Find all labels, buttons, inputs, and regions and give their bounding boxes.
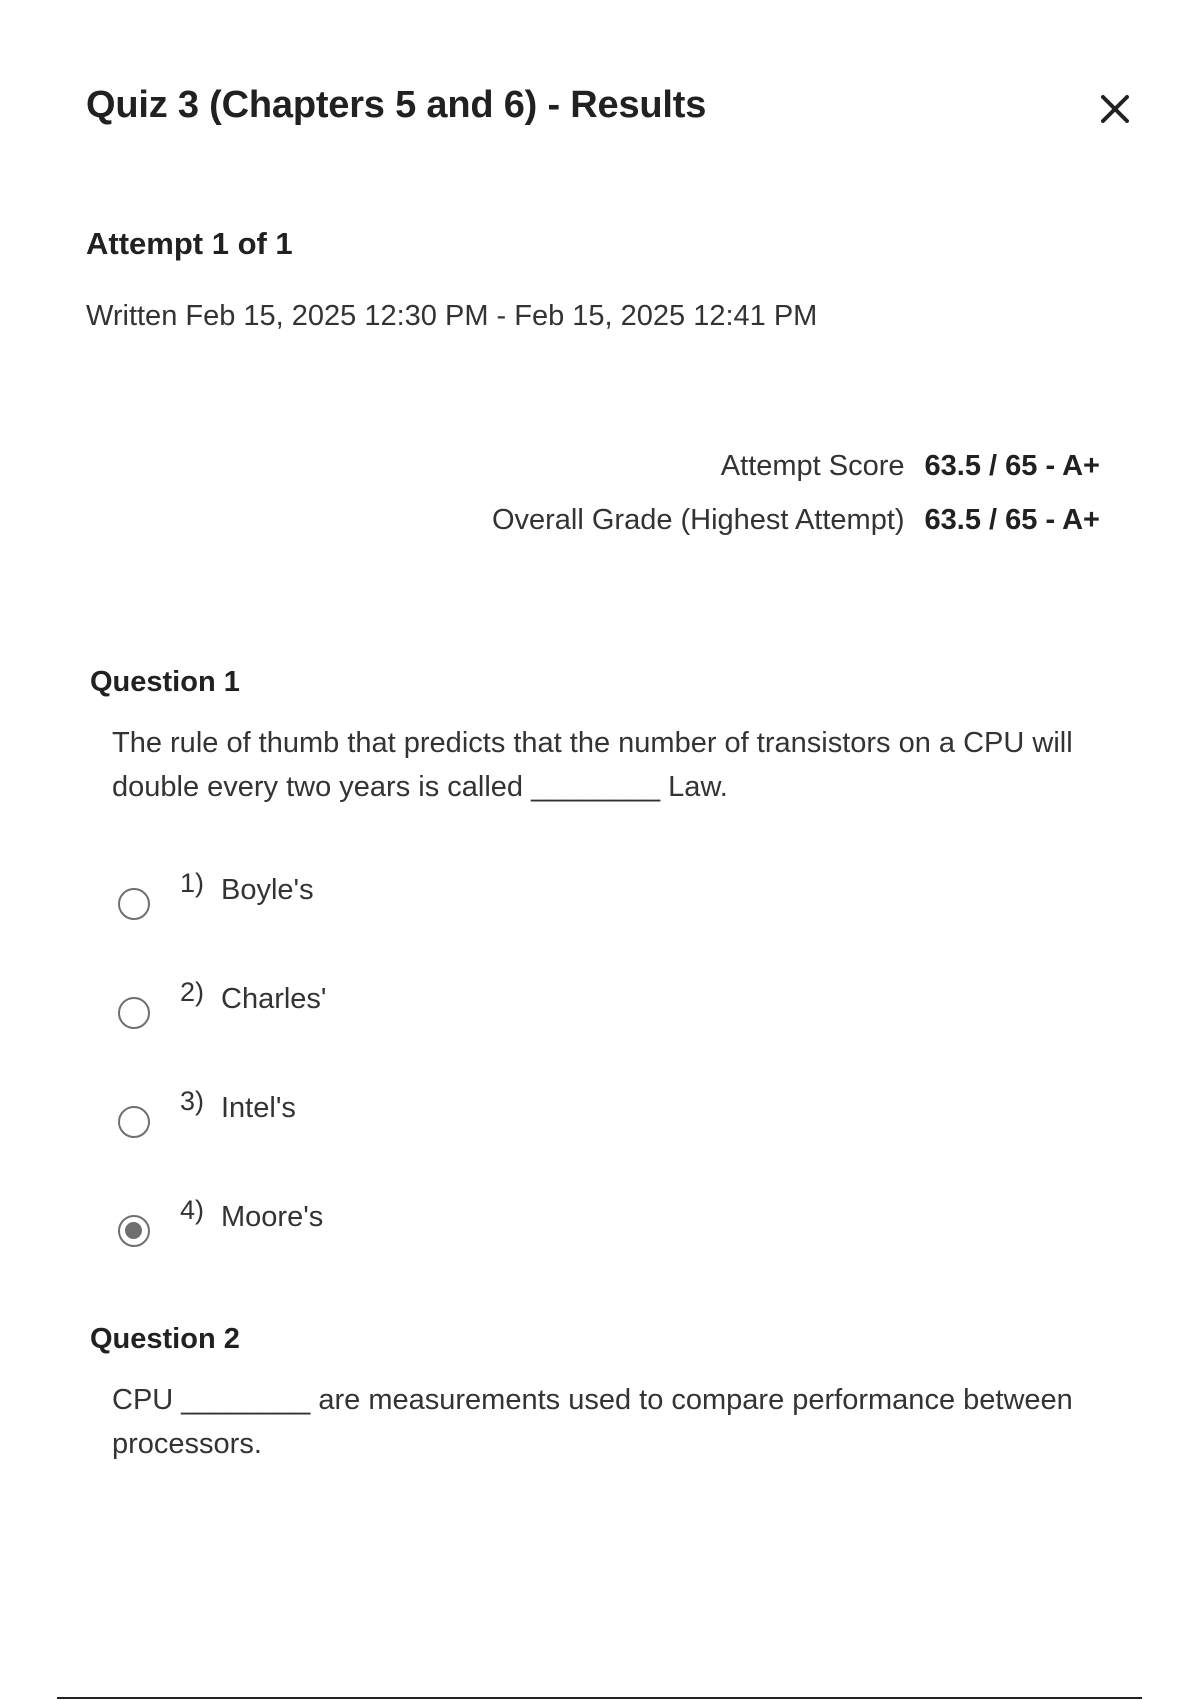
overall-grade-value: 63.5 / 65 - A+	[924, 504, 1100, 536]
radio-empty-icon[interactable]	[118, 997, 150, 1029]
attempt-score-row	[492, 450, 1100, 504]
question-text: The rule of thumb that predicts that the number of transistors on a CPU will double every two years is called ________ Law.	[112, 727, 1073, 803]
radio-empty-icon[interactable]	[118, 888, 150, 920]
attempt-written-time: Written Feb 15, 2025 12:30 PM - Feb 15, 2025 12:41 PM	[86, 300, 818, 332]
attempt-score-label: Attempt Score	[720, 450, 905, 482]
attempt-heading: Attempt 1 of 1	[86, 226, 293, 261]
divider	[57, 1697, 1142, 1699]
close-icon	[1094, 88, 1136, 130]
radio-filled-icon[interactable]	[118, 1215, 150, 1247]
option-number: 3)	[180, 1086, 205, 1116]
question-heading: Question 2	[90, 1323, 240, 1355]
radio-empty-icon[interactable]	[118, 1106, 150, 1138]
question-2	[90, 1323, 1120, 1466]
option-label: Moore's	[221, 1201, 324, 1233]
score-summary	[492, 450, 1100, 558]
option-label: Charles'	[221, 983, 327, 1015]
overall-grade-label: Overall Grade (Highest Attempt)	[491, 504, 905, 536]
page-title: Quiz 3 (Chapters 5 and 6) - Results	[86, 84, 707, 126]
overall-grade-row	[492, 504, 1100, 558]
option-number: 2)	[180, 977, 205, 1007]
option-label: Intel's	[221, 1092, 296, 1124]
option-number: 4)	[180, 1195, 205, 1225]
option-number: 1)	[180, 868, 205, 898]
question-text: CPU ________ are measurements used to compare performance between processors.	[112, 1384, 1073, 1460]
question-heading: Question 1	[90, 666, 240, 698]
option-label: Boyle's	[221, 874, 314, 906]
close-button[interactable]	[1094, 88, 1136, 130]
attempt-score-value: 63.5 / 65 - A+	[924, 450, 1100, 482]
question-1	[90, 666, 1120, 809]
